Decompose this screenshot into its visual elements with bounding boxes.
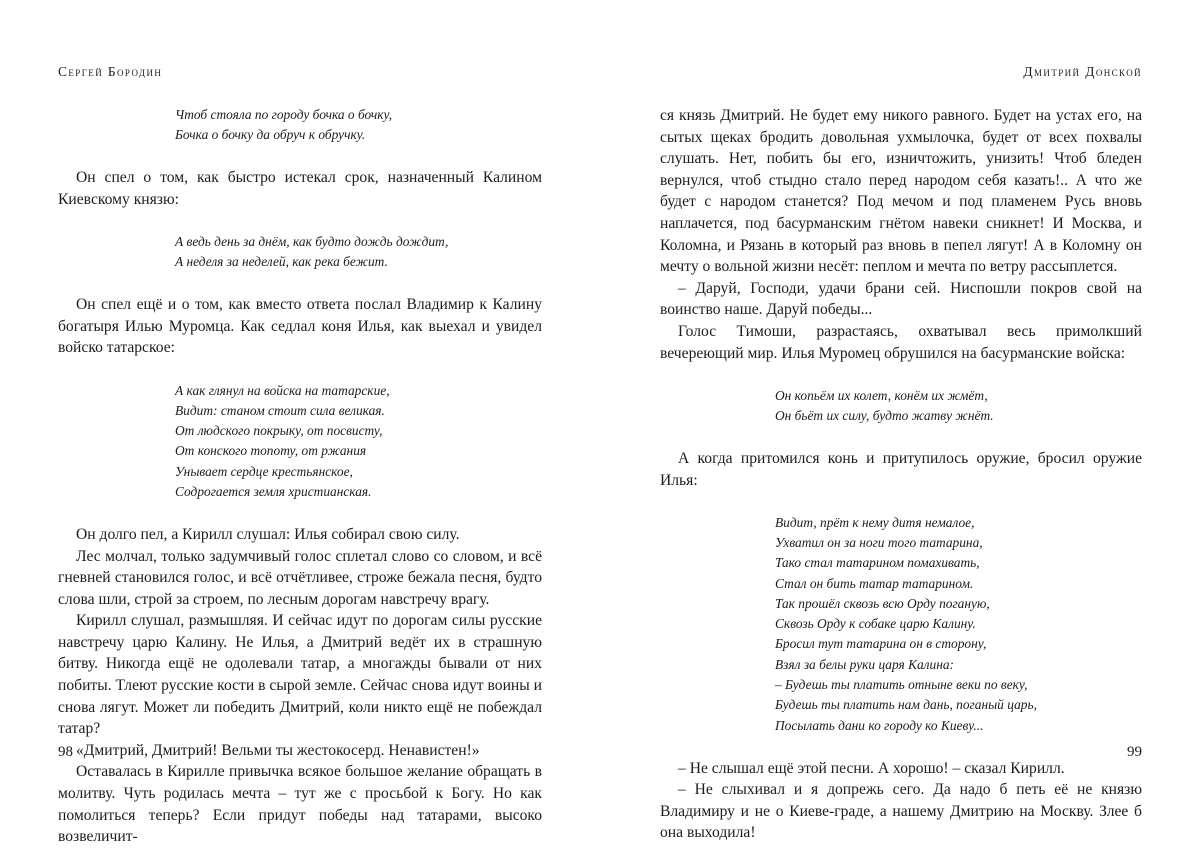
paragraph: Оставалась в Кирилле привычка всякое большое желание обращать в молитву. Чуть родилась мечта – тут же с просьбой к Богу. Но как помолиться теперь? Если придут победы над татарами, высоко возвеличит- (58, 763, 542, 846)
paragraph: – Не слыхивал и я допрежь сего. Да надо б петь её не князю Владимиру и не о Киеве-граде, а нашему Дмитрию на Москву. Злее б она выходила! (660, 781, 1142, 842)
verse-line: Тако стал татарином помахивать, (775, 555, 980, 571)
verse-line: А неделя за неделей, как река бежит. (175, 254, 388, 270)
verse-line: Будешь ты платить нам дань, поганый царь, (775, 697, 1037, 713)
verse-line: Посылать дани ко городу ко Киеву... (775, 717, 984, 733)
verse-block (660, 386, 1142, 427)
paragraph: Он спел ещё и о том, как вместо ответа послал Владимир к Калину богатыря Илью Муромца. Как седлал коня Илья, как выехал и увидел войско татарское: (58, 296, 542, 357)
verse-line: Чтоб стояла по городу бочка о бочку, (175, 107, 393, 122)
verse-block (58, 232, 542, 273)
left-page-body (58, 105, 542, 848)
paragraph: Голос Тимоши, разрастаясь, охватывал весь примолкший вечереющий мир. Илья Муромец обрушился на басурманские войска: (660, 322, 1142, 362)
verse-line: Взял за белы руки царя Калина: (775, 656, 955, 672)
verse-block (58, 105, 542, 146)
right-page-body (660, 105, 1142, 844)
verse-line: Он бьёт их силу, будто жатву жнёт. (775, 408, 994, 424)
verse-line: Бочка о бочку да обруч к обручку. (175, 127, 366, 143)
paragraph: А когда притомился конь и притупилось оружие, бросил оружие Илья: (660, 449, 1142, 489)
verse-line: Стал он бить татар татарином. (775, 575, 974, 591)
page-number: 99 (1127, 744, 1142, 760)
running-head-title: Дмитрий Донской (1023, 64, 1142, 79)
verse-line: Ухватил он за ноги того татарина, (775, 534, 983, 550)
verse-line: Содрогается земля христианская. (175, 484, 372, 500)
paragraph: Кирилл слушал, размышляя. И сейчас идут по дорогам силы русские навстречу царю Калину. Не Илья, а Дмитрий ведёт их в страшную битву. Никогда ещё не одолевали татар, а многажды бывали от них побиты. Тлеют русские кости в сырой земле. Сейчас снова идут воины и снова лягут. Может ли победить Дмитрий, коли никто ещё не побеждал татар? (58, 612, 542, 738)
paragraph: Он долго пел, а Кирилл слушал: Илья собирал свою силу. (76, 525, 460, 543)
paragraph: Лес молчал, только задумчивый голос сплетал слово со словом, и всё гневней становился голос, и всё отчётливее, строже бежала песня, будто слова шли, строй за строем, по лесным дорогам навстречу врагу. (58, 547, 542, 608)
verse-line: Бросил тут татарина он в сторону, (775, 636, 987, 652)
verse-line: Так прошёл сквозь всю Орду поганую, (775, 595, 990, 611)
page-number: 98 (58, 744, 73, 760)
verse-line: Сквозь Орду к собаке царю Калину. (775, 616, 976, 632)
verse-block (58, 381, 542, 503)
paragraph: – Не слышал ещё этой песни. А хорошо! – сказал Кирилл. (678, 759, 1065, 777)
verse-line: Видит: станом стоит сила великая. (175, 402, 385, 418)
verse-block (660, 513, 1142, 736)
running-head-author: Сергей Бородин (58, 64, 163, 79)
verse-line: Унывает сердце крестьянское, (175, 463, 353, 479)
verse-line: А ведь день за днём, как будто дождь дождит, (175, 233, 449, 249)
right-page (660, 0, 1142, 842)
paragraph-continued: ся князь Дмитрий. Не будет ему никого равного. Будет на устах его, на сытых щеках бродить довольная ухмылочка, будет от всех похвалы слушать. Нет, побить бы его, изничтожить, унизить! Чтоб бледен вернулся, чтоб стыдно стало перед народом себя казать!.. А что же будет с народом станется? Под мечом и под пламенем Русь вновь наплачется, под басурманским гнётом навеки сникнет! И Москва, и Коломна, и Рязань в который раз вновь в пепел лягут! А в Коломну он мечту о вольной жизни несёт: пеплом и мечта по ветру рассыплется. (660, 107, 1142, 276)
verse-line: Он копьём их колет, конём их жмёт, (775, 387, 988, 403)
verse-line: Видит, прёт к нему дитя немалое, (775, 514, 975, 530)
verse-line: А как глянул на войска на татарские, (175, 382, 390, 398)
verse-line: От конского топоту, от ржания (175, 443, 367, 459)
verse-line: – Будешь ты платить отныне веки по веку, (775, 677, 1028, 693)
left-page (58, 0, 542, 846)
paragraph: «Дмитрий, Дмитрий! Вельми ты жестокосерд. Ненавистен!» (76, 741, 480, 759)
paragraph: – Даруй, Господи, удачи брани сей. Ниспошли покров свой на воинство наше. Даруй победы... (660, 279, 1142, 319)
paragraph: Он спел о том, как быстро истекал срок, назначенный Калином Киевскому князю: (58, 169, 542, 208)
verse-line: От людского покрыку, от посвисту, (175, 423, 383, 439)
